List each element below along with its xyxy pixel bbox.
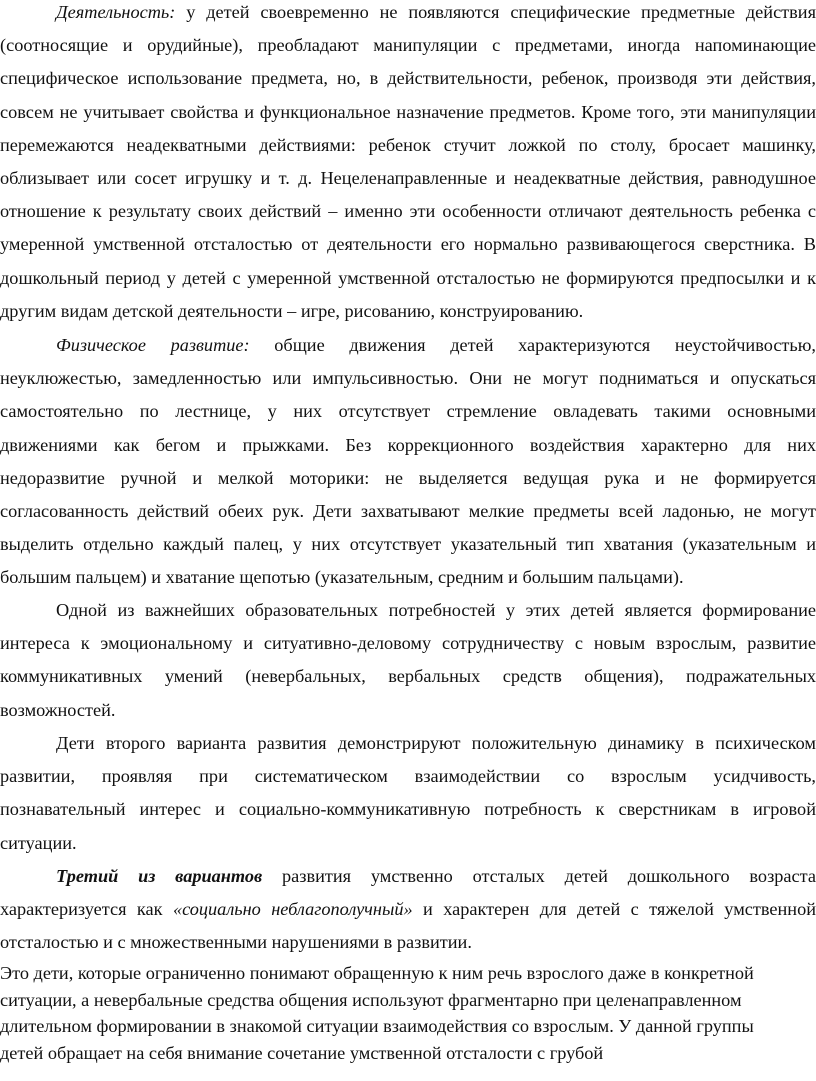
text-line: длительном формировании в знакомой ситуации взаимодействия со взрослым. У данной группы — [0, 1016, 754, 1037]
text-line: ситуации, а невербальные средства общения используют фрагментарно при целенаправленном — [0, 989, 742, 1010]
text-line: коммуникативных умений (невербальных, вербальных средств общения), подражательных — [0, 666, 816, 687]
text-line: выделить отдельно каждый палец, у них отсутствует указательный тип хватания (указательным и — [0, 534, 816, 555]
text-line: специфическое использование предмета, но, в действительности, ребенок, производя эти действия, — [0, 68, 816, 89]
text-line: облизывает или сосет игрушку и т. д. Нецеленаправленные и неадекватные действия, равнодушное — [0, 168, 816, 189]
text-line: Это дети, которые ограниченно понимают обращенную к ним речь взрослого даже в конкретной — [0, 963, 754, 983]
text-line: Дети второго варианта развития демонстрируют положительную динамику в психическом — [56, 733, 816, 753]
text-line: перемежаются неадекватными действиями: ребенок стучит ложкой по столу, бросает машинку, — [0, 134, 816, 155]
paragraph-educational-needs — [0, 594, 816, 727]
text-line: совсем не учитывает свойства и функциональное назначение предметов. Кроме того, эти манипуляции — [0, 101, 816, 122]
text-line: отношение к результату своих действий – именно эти особенности отличают деятельность ребенка с — [0, 201, 816, 222]
text-line: интереса к эмоциональному и ситуативно-деловому сотрудничеству с новым взрослым, развитие — [0, 633, 816, 654]
text-line: согласованность действий обеих рук. Дети захватывают мелкие предметы всей ладонью, не могут — [0, 501, 816, 522]
text-line: умеренной умственной отсталостью от деятельности его нормально развивающегося сверстника. В — [0, 234, 816, 255]
text-line: другим видам детской деятельности – игре, рисованию, конструированию. — [0, 300, 584, 321]
term-activity: Деятельность: — [56, 2, 176, 22]
text-line: Одной из важнейших образовательных потребностей у этих детей является формирование — [56, 600, 816, 620]
text-line: возможностей. — [0, 699, 116, 720]
text-line: самостоятельно по лестнице, у них отсутствует стремление овладевать такими основными — [0, 401, 816, 422]
text-line: отсталостью и с множественными нарушениями в развитии. — [0, 932, 472, 953]
text-line: неуклюжестью, замедленностью или импульсивностью. Они не могут подниматься и опускаться — [0, 368, 816, 389]
text-line: Третий из вариантов развития умственно отсталых детей дошкольного возраста — [56, 866, 816, 886]
text-line: большим пальцем) и хватание щепотью (указательным, средним и большим пальцами). — [0, 567, 684, 588]
paragraph-second-variant — [0, 727, 816, 860]
text-line: детей обращает на себя внимание сочетание умственной отсталости с грубой — [0, 1043, 604, 1064]
text-line: ситуации. — [0, 832, 77, 853]
text-line: недоразвитие ручной и мелкой моторики: не выделяется ведущая рука и не формируется — [0, 467, 816, 488]
text-line: Физическое развитие: общие движения детей характеризуются неустойчивостью, — [56, 335, 816, 355]
text-line: Деятельность: у детей своевременно не появляются специфические предметные действия — [56, 2, 816, 22]
text-line: движениями как бегом и прыжками. Без коррекционного воздействия характерно для них — [0, 434, 816, 455]
term-physical-development: Физическое развитие: — [56, 335, 250, 355]
term-third-variant: Третий из вариантов — [56, 866, 263, 886]
paragraph-children-description — [0, 960, 816, 1067]
text-line: дошкольный период у детей с умеренной умственной отсталостью не формируются предпосылки и к — [0, 267, 816, 288]
text-line: (соотносящие и орудийные), преобладают манипуляции с предметами, иногда напоминающие — [0, 35, 816, 56]
term-socially-disadvantaged: «социально неблагополучный» — [172, 899, 413, 920]
text-line: познавательный интерес и социально-коммуникативную потребность к сверстникам в игровой — [0, 799, 816, 820]
text-line: развитии, проявляя при систематическом взаимодействии со взрослым усидчивость, — [0, 766, 816, 787]
paragraph-physical-development — [0, 329, 816, 595]
paragraph-activity — [0, 0, 816, 328]
text-line: характеризуется как «социально неблагополучный» и характерен для детей с тяжелой умственной — [0, 899, 816, 920]
paragraph-third-variant — [0, 860, 816, 960]
